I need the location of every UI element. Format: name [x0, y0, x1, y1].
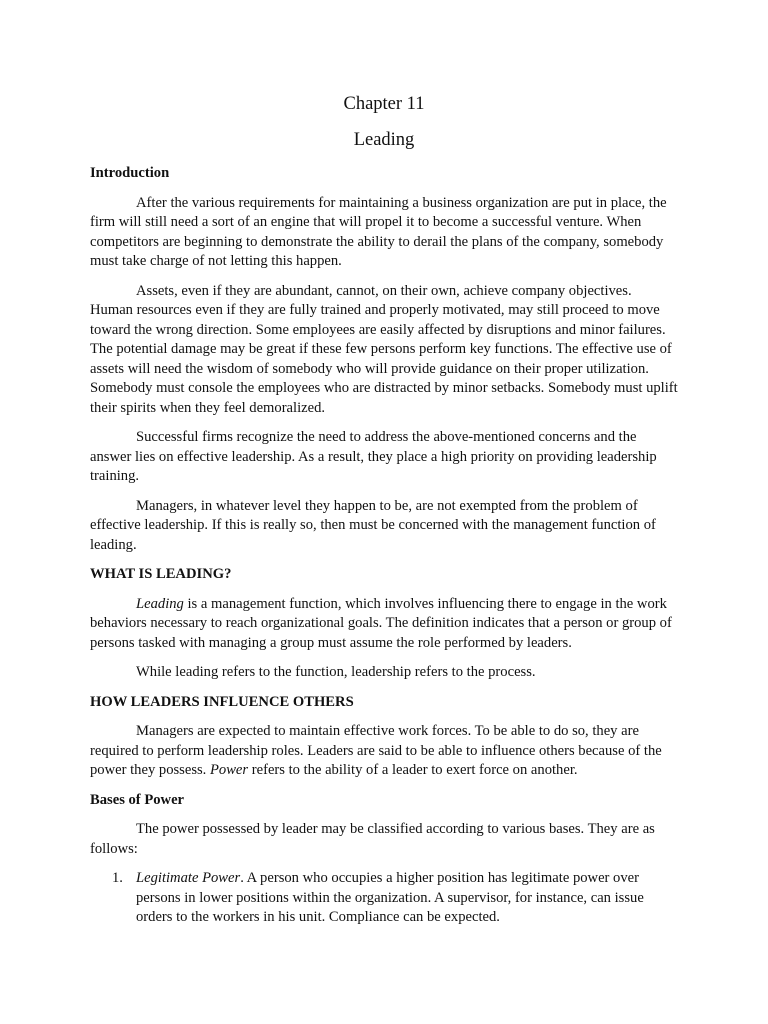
section-heading-how-leaders-influence: HOW LEADERS INFLUENCE OTHERS — [90, 693, 354, 710]
paragraph-text: refers to the ability of a leader to exert force on another. — [248, 762, 578, 778]
bases-of-power-list — [90, 869, 678, 928]
term-leading: Leading — [136, 595, 184, 612]
term-power: Power — [209, 762, 249, 778]
paragraph: After the various requirements for maintaining a business organization are put in place, the firm will still need a sort of an engine that will propel it to become a successful venture. When competitors are beginning to demonstrate the ability to derail the plans of the company, somebody must take charge of not letting this happen. — [90, 194, 667, 269]
paragraph: Successful firms recognize the need to address the above-mentioned concerns and the answer lies on effective leadership. As a result, they place a high priority on providing leadership training. — [90, 429, 657, 484]
paragraph-text: is a management function, which involves influencing there to engage in the work behaviors necessary to reach organizational goals. The definition indicates that a person or group of persons tasked with managing a group must assume the role performed by leaders. — [90, 595, 672, 651]
section-heading-what-is-leading: WHAT IS LEADING? — [90, 566, 232, 582]
list-item-text: . A person who occupies a higher position has legitimate power over persons in lower positions within the organization. A supervisor, for instance, can issue orders to the workers in his unit. Compliance can be expected. — [136, 870, 644, 925]
paragraph: While leading refers to the function, leadership refers to the process. — [136, 664, 536, 680]
list-item — [90, 869, 678, 928]
document-page — [90, 92, 678, 928]
paragraph-text: Managers are expected to maintain effective work forces. To be able to do so, they are required to perform leadership roles. Leaders are said to be able to influence others because of the power they possess. — [90, 723, 662, 778]
section-heading-introduction: Introduction — [90, 165, 170, 181]
paragraph — [90, 722, 678, 781]
chapter-number: Chapter 11 — [343, 94, 425, 114]
paragraph — [90, 595, 678, 654]
term-legitimate-power: Legitimate Power — [136, 870, 241, 886]
chapter-title: Leading — [353, 130, 415, 150]
list-item-number: 1. — [112, 870, 123, 886]
paragraph: The power possessed by leader may be classified according to various bases. They are as follows: — [90, 821, 655, 857]
paragraph: Assets, even if they are abundant, cannot, on their own, achieve company objectives. Human resources even if they are fully trained and properly motivated, may still proceed to move toward the wrong direction. Some employees are easily affected by disruptions and minor failures. The potential damage may be great if these few persons perform key functions. The effective use of assets will need the wisdom of somebody who will provide guidance on their proper utilization. Somebody must console the employees who are distracted by minor setbacks. Somebody must uplift their spirits when they feel demoralized. — [90, 282, 678, 416]
paragraph: Managers, in whatever level they happen to be, are not exempted from the problem of effective leadership. If this is really so, then must be concerned with the management function of leading. — [90, 497, 656, 553]
section-heading-bases-of-power: Bases of Power — [90, 791, 185, 808]
